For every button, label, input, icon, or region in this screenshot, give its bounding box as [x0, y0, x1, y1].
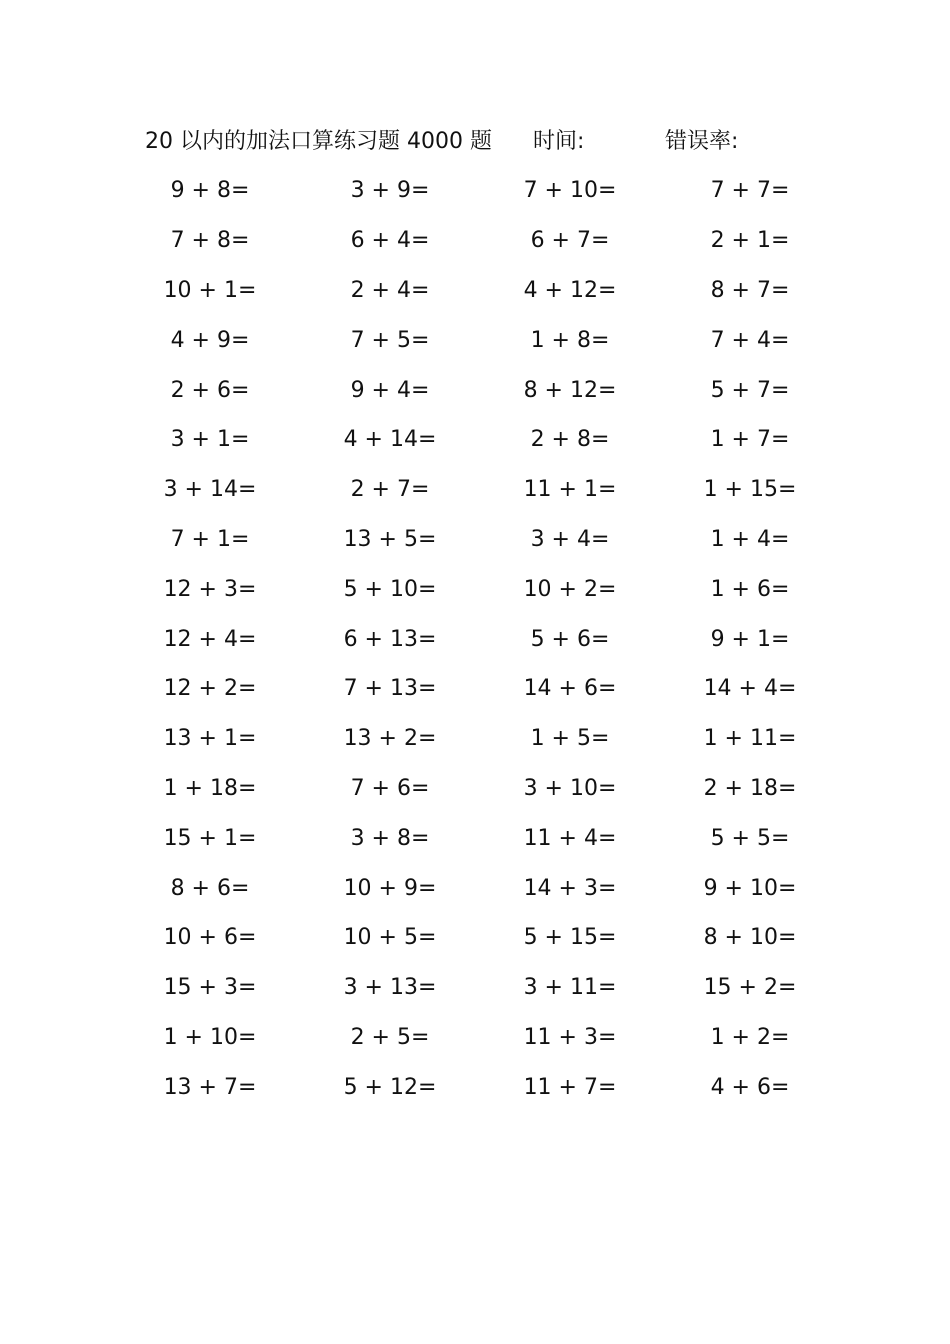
problem-item: 2 + 4= [350, 277, 430, 303]
problem-grid [120, 166, 840, 1112]
problem-item: 11 + 3= [523, 1024, 617, 1050]
problem-item: 6 + 4= [350, 228, 430, 254]
problem-item: 7 + 4= [710, 327, 790, 353]
problem-item: 3 + 14= [163, 477, 257, 503]
problem-item: 5 + 5= [710, 825, 790, 851]
problem-item: 9 + 4= [350, 377, 430, 403]
problem-item: 1 + 2= [710, 1024, 790, 1050]
problem-item: 13 + 1= [163, 726, 257, 752]
problem-item: 15 + 1= [163, 825, 257, 851]
problem-item: 12 + 4= [163, 626, 257, 652]
problem-item: 1 + 5= [530, 726, 610, 752]
problem-item: 10 + 6= [163, 925, 257, 951]
problem-item: 7 + 1= [170, 526, 250, 552]
problem-item: 9 + 8= [170, 178, 250, 204]
problem-item: 14 + 3= [523, 875, 617, 901]
problem-item: 3 + 10= [523, 775, 617, 801]
problem-item: 3 + 1= [170, 427, 250, 453]
problem-item: 5 + 10= [343, 576, 437, 602]
problem-item: 1 + 11= [703, 726, 797, 752]
problem-item: 2 + 7= [350, 477, 430, 503]
problem-item: 1 + 15= [703, 477, 797, 503]
problem-item: 10 + 5= [343, 925, 437, 951]
problem-item: 14 + 4= [703, 676, 797, 702]
problem-item: 7 + 10= [523, 178, 617, 204]
problem-item: 2 + 6= [170, 377, 250, 403]
problem-item: 4 + 6= [710, 1074, 790, 1100]
problem-item: 1 + 6= [710, 576, 790, 602]
problem-item: 2 + 18= [703, 775, 797, 801]
problem-item: 1 + 7= [710, 427, 790, 453]
problem-item: 5 + 6= [530, 626, 610, 652]
problem-item: 11 + 4= [523, 825, 617, 851]
problem-item: 11 + 1= [523, 477, 617, 503]
problem-item: 8 + 10= [703, 925, 797, 951]
problem-item: 1 + 4= [710, 526, 790, 552]
problem-item: 4 + 9= [170, 327, 250, 353]
problem-item: 9 + 10= [703, 875, 797, 901]
worksheet-title: 20 以内的加法口算练习题 4000 题 [145, 129, 492, 154]
problem-item: 7 + 13= [343, 676, 437, 702]
problem-item: 1 + 18= [163, 775, 257, 801]
problem-item: 7 + 7= [710, 178, 790, 204]
problem-item: 4 + 12= [523, 277, 617, 303]
problem-item: 7 + 6= [350, 775, 430, 801]
problem-item: 10 + 9= [343, 875, 437, 901]
problem-item: 5 + 15= [523, 925, 617, 951]
problem-item: 2 + 1= [710, 228, 790, 254]
problem-item: 6 + 13= [343, 626, 437, 652]
problem-item: 3 + 11= [523, 975, 617, 1001]
problem-item: 3 + 9= [350, 178, 430, 204]
problem-item: 13 + 2= [343, 726, 437, 752]
problem-item: 10 + 2= [523, 576, 617, 602]
problem-item: 12 + 2= [163, 676, 257, 702]
problem-item: 8 + 6= [170, 875, 250, 901]
problem-item: 12 + 3= [163, 576, 257, 602]
problem-item: 2 + 5= [350, 1024, 430, 1050]
problem-item: 7 + 8= [170, 228, 250, 254]
problem-item: 3 + 4= [530, 526, 610, 552]
problem-item: 5 + 7= [710, 377, 790, 403]
problem-item: 15 + 2= [703, 975, 797, 1001]
problem-item: 13 + 5= [343, 526, 437, 552]
problem-item: 2 + 8= [530, 427, 610, 453]
problem-item: 7 + 5= [350, 327, 430, 353]
problem-item: 1 + 10= [163, 1024, 257, 1050]
problem-item: 15 + 3= [163, 975, 257, 1001]
problem-item: 13 + 7= [163, 1074, 257, 1100]
problem-item: 3 + 8= [350, 825, 430, 851]
problem-item: 3 + 13= [343, 975, 437, 1001]
error-rate-label: 错误率: [665, 129, 739, 154]
problem-item: 5 + 12= [343, 1074, 437, 1100]
problem-item: 1 + 8= [530, 327, 610, 353]
problem-item: 9 + 1= [710, 626, 790, 652]
problem-item: 8 + 7= [710, 277, 790, 303]
problem-item: 14 + 6= [523, 676, 617, 702]
problem-item: 10 + 1= [163, 277, 257, 303]
problem-item: 4 + 14= [343, 427, 437, 453]
problem-item: 6 + 7= [530, 228, 610, 254]
problem-item: 11 + 7= [523, 1074, 617, 1100]
time-label: 时间: [533, 129, 585, 154]
problem-item: 8 + 12= [523, 377, 617, 403]
